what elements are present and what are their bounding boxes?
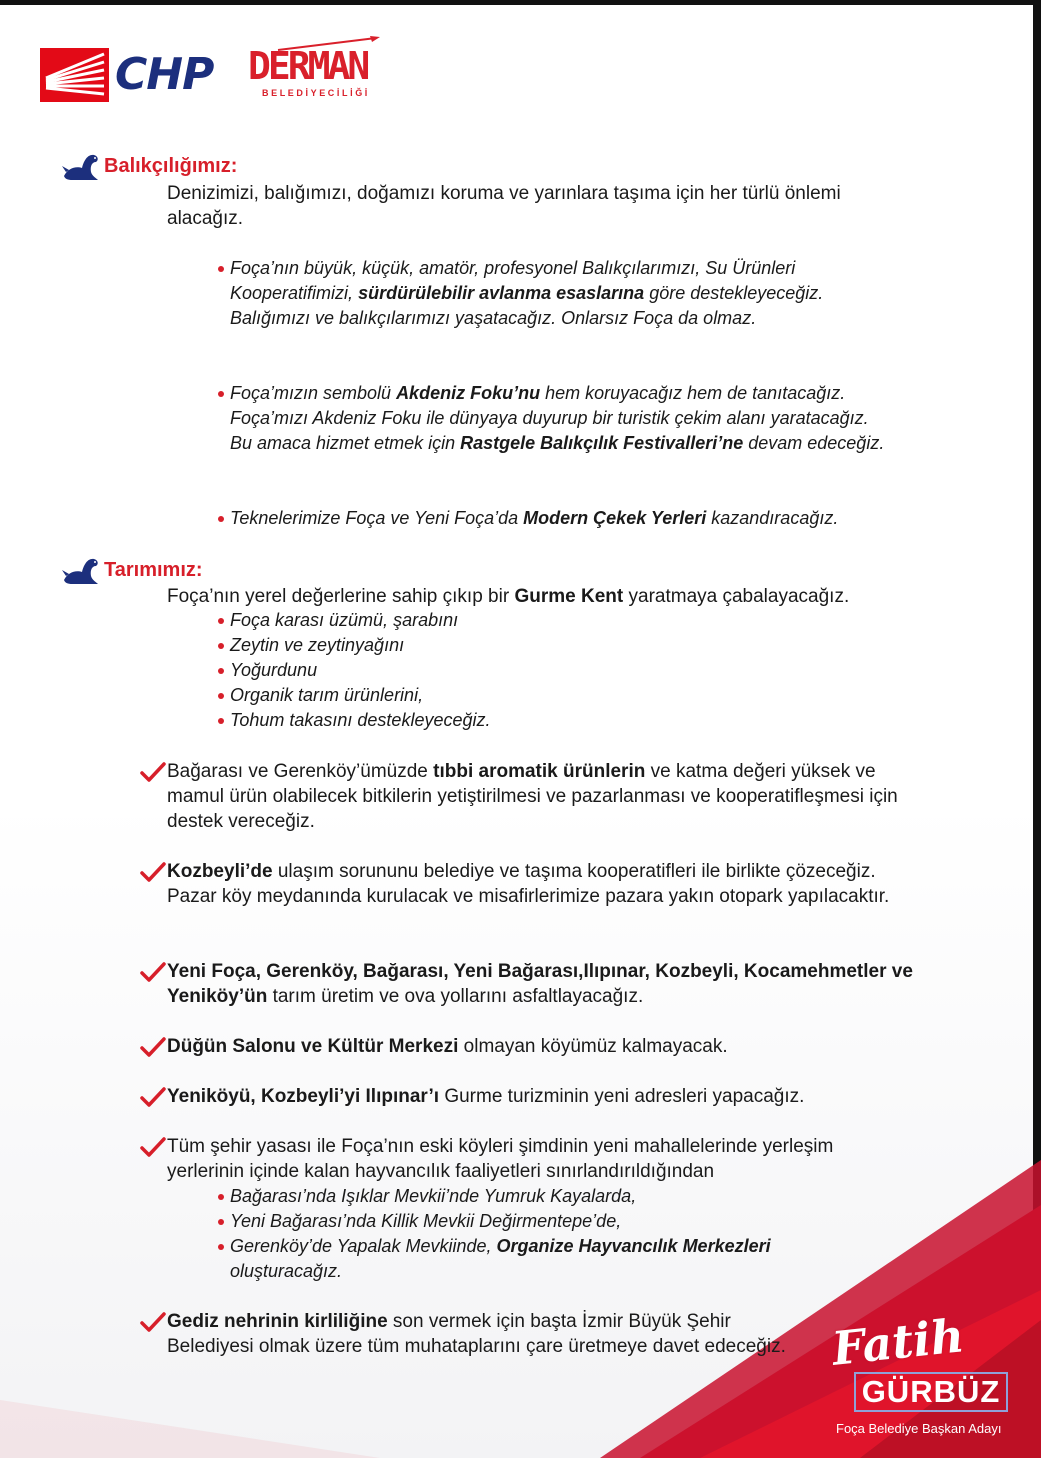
check-item: Düğün Salonu ve Kültür Merkezi olmayan köyümüz kalmayacak.	[140, 1034, 940, 1059]
list-item: Foça’nın büyük, küçük, amatör, profesyonel Balıkçılarımızı, Su Ürünleri Kooperatifimizi, sürdürülebilir avlanma esaslarına göre destekleyeceğiz. Balığımızı ve balıkçılarımızı yaşatacağız. Onlarsız Foça da olmaz.	[218, 256, 878, 331]
list-item: Teknelerimize Foça ve Yeni Foça’da Modern Çekek Yerleri kazandıracağız.	[218, 506, 918, 531]
seal-icon	[62, 150, 100, 182]
list-item: Gerenköy’de Yapalak Mevkiinde, Organize Hayvancılık Merkezleri oluşturacağız.	[218, 1234, 838, 1284]
list-item: Organik tarım ürünlerini,	[218, 683, 818, 708]
derman-logo	[248, 36, 383, 106]
candidate-role: Foça Belediye Başkan Adayı	[836, 1421, 1002, 1436]
derman-wordmark: DERMAN	[248, 44, 368, 88]
checkmark-icon	[140, 1036, 166, 1058]
seal-icon	[62, 554, 100, 586]
chp-logo	[40, 48, 230, 102]
chp-wordmark: CHP	[109, 48, 230, 102]
checkmark-icon	[140, 961, 166, 983]
derman-subtitle: BELEDİYECİLİĞİ	[262, 88, 370, 98]
checkmark-icon	[140, 761, 166, 783]
check-item: Bağarası ve Gerenköy’ümüzde tıbbi aromatik ürünlerin ve katma değeri yüksek ve mamul ürün olabilecek bitkilerin yetiştirilmesi ve pazarlanması ve kooperatifleşmesi için destek vereceğiz.	[140, 759, 930, 834]
fishing-list	[218, 256, 878, 331]
six-arrows-icon	[40, 48, 109, 102]
candidate-first-name: Fatih	[829, 1308, 967, 1376]
checkmark-icon	[140, 861, 166, 883]
check-item: Yeni Foça, Gerenköy, Bağarası, Yeni Bağarası,Ilıpınar, Kozbeyli, Kocamehmetler ve Yeniköy’ün tarım üretim ve ova yollarını asfaltlayacağız.	[140, 959, 930, 1009]
checkmark-icon	[140, 1311, 166, 1333]
section-title: Balıkçılığımız:	[104, 155, 238, 177]
list-item: Tohum takasını destekleyeceğiz.	[218, 708, 818, 733]
section-intro: Foça’nın yerel değerlerine sahip çıkıp bir Gurme Kent yaratmaya çabalayacağız.	[167, 586, 850, 607]
check-item: Kozbeyli’de ulaşım sorununu belediye ve taşıma kooperatifleri ile birlikte çözeceğiz. Pazar köy meydanında kurulacak ve misafirlerimize pazara yakın otopark yapılacaktır.	[140, 859, 930, 909]
section-intro: Denizimizi, balığımızı, doğamızı koruma ve yarınlara taşıma için her türlü önlemi alacağız.	[167, 183, 841, 229]
candidate-last-name: GÜRBÜZ	[854, 1372, 1008, 1412]
list-item: Yoğurdunu	[218, 658, 818, 683]
fishing-list	[218, 506, 918, 531]
livestock-list	[218, 1184, 838, 1284]
section-title: Tarımımız:	[104, 559, 203, 581]
section-heading-agriculture	[62, 554, 203, 586]
fishing-list	[218, 381, 888, 456]
check-item: Yeniköyü, Kozbeyli’yi Ilıpınar’ı Gurme turizminin yeni adresleri yapacağız.	[140, 1084, 940, 1109]
checkmark-icon	[140, 1086, 166, 1108]
check-item: Gediz nehrinin kirliliğine son vermek için başta İzmir Büyük Şehir Belediyesi olmak üzere tüm muhataplarını çare üretmeye davet edeceğiz.	[140, 1309, 790, 1359]
check-item: Tüm şehir yasası ile Foça’nın eski köyleri şimdinin yeni mahallelerinde yerleşim yerlerinin içinde kalan hayvancılık faaliyetleri sınırlandırıldığından	[140, 1134, 900, 1184]
list-item: Yeni Bağarası’nda Killik Mevkii Değirmentepe’de,	[218, 1209, 838, 1234]
checkmark-icon	[140, 1136, 166, 1158]
section-heading-fishing	[62, 150, 237, 182]
list-item: Foça’mızın sembolü Akdeniz Foku’nu hem koruyacağız hem de tanıtacağız. Foça’mızı Akdeniz Foku ile dünyaya duyurup bir turistik çekim alanı yaratacağız. Bu amaca hizmet etmek için Rastgele Balıkçılık Festivalleri’ne devam edeceğiz.	[218, 381, 888, 456]
agriculture-list	[218, 608, 818, 733]
list-item: Bağarası’nda Işıklar Mevkii’nde Yumruk Kayalarda,	[218, 1184, 838, 1209]
list-item: Foça karası üzümü, şarabını	[218, 608, 818, 633]
candidate-signature	[829, 1308, 1012, 1442]
list-item: Zeytin ve zeytinyağını	[218, 633, 818, 658]
